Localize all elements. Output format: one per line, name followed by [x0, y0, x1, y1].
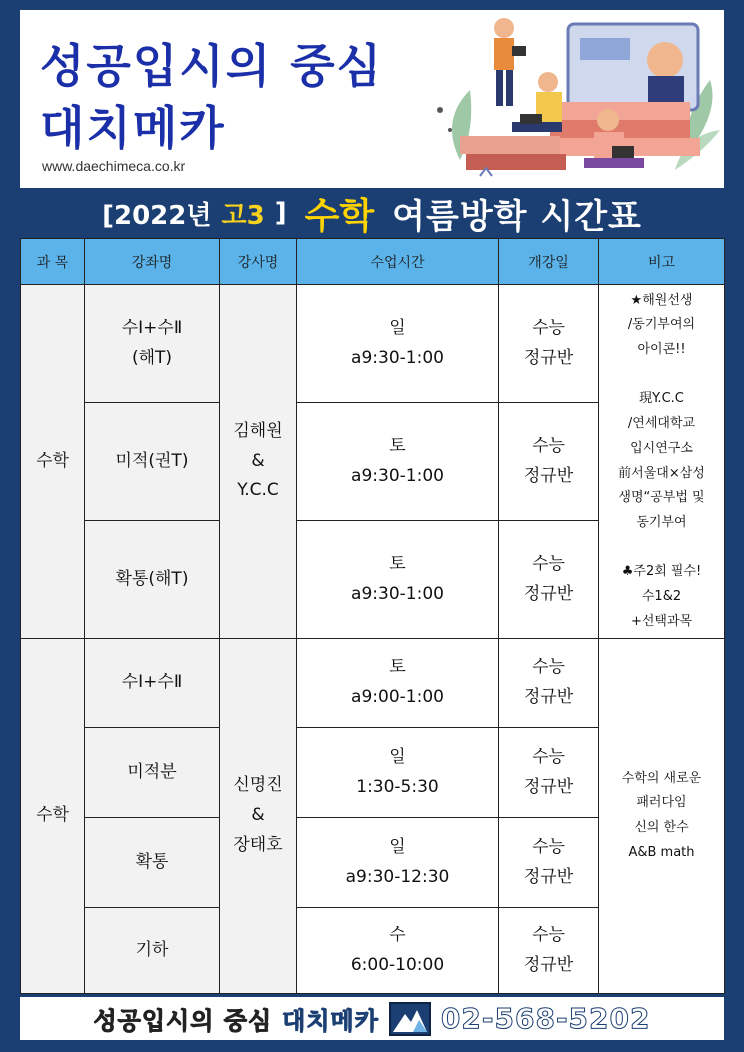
- course-name: 확통(해T): [115, 568, 189, 589]
- course-cell: [85, 728, 220, 818]
- course-cell: [85, 521, 220, 639]
- note-line: ★해원선생: [630, 292, 693, 308]
- mountain-logo-icon: [389, 1002, 431, 1036]
- course-name: 기하: [135, 939, 169, 960]
- note-line: A&B math: [628, 844, 695, 860]
- slogan-line2: 대치메카: [40, 101, 226, 155]
- class-hours: a9:30-1:00: [351, 583, 444, 604]
- title-year: [2022년: [102, 200, 212, 231]
- time-cell: [297, 639, 499, 728]
- title-bracket: ]: [274, 198, 287, 228]
- start-cell: [499, 908, 599, 994]
- students-study-illustration: [420, 10, 724, 188]
- note-line: /동기부여의: [627, 317, 696, 333]
- start-type: 수능: [532, 553, 565, 574]
- footer-slogan: 성공입시의 중심: [93, 1007, 273, 1035]
- class-day: 토: [389, 435, 406, 456]
- start-cell: [499, 285, 599, 403]
- header-notes: 비고: [599, 239, 725, 285]
- start-type: 수능: [532, 746, 565, 767]
- note-line: 동기부여: [636, 514, 687, 530]
- header-class-time: 수업시간: [297, 239, 499, 285]
- start-type: 수능: [532, 435, 565, 456]
- note-spacer: [599, 536, 724, 561]
- header-course: 강좌명: [85, 239, 220, 285]
- website-url[interactable]: www.daechimeca.co.kr: [42, 158, 186, 174]
- footer-banner: [20, 997, 724, 1040]
- course-teacher-tag: (해T): [131, 347, 173, 368]
- time-cell: [297, 285, 499, 403]
- class-hours: 1:30-5:30: [356, 776, 439, 797]
- course-cell: [85, 403, 220, 521]
- footer-brand: 대치메카: [282, 1007, 379, 1035]
- time-cell: [297, 728, 499, 818]
- class-day: 일: [389, 746, 406, 767]
- start-cell: [499, 818, 599, 908]
- start-class: 정규반: [523, 866, 574, 887]
- start-type: 수능: [532, 317, 565, 338]
- start-type: 수능: [532, 924, 565, 945]
- note-line: 패러다임: [636, 795, 687, 811]
- teacher-name: 장태호: [233, 834, 283, 855]
- start-type: 수능: [532, 657, 565, 678]
- time-cell: [297, 908, 499, 994]
- start-cell: [499, 403, 599, 521]
- class-day: 수: [389, 924, 406, 945]
- note-line: 입시연구소: [630, 440, 693, 456]
- teacher-name: Y.C.C: [237, 480, 279, 501]
- start-cell: [499, 728, 599, 818]
- class-day: 토: [389, 657, 406, 678]
- title-subject: 수학: [304, 195, 375, 237]
- course-cell: [85, 639, 220, 728]
- course-cell: [85, 818, 220, 908]
- class-hours: a9:30-1:00: [351, 465, 444, 486]
- page-title: [20, 188, 724, 238]
- slogan-line1: 성공입시의 중심: [40, 39, 384, 93]
- class-hours: a9:30-12:30: [345, 866, 450, 887]
- note-spacer: [599, 363, 724, 388]
- subject-cell: 수학: [21, 285, 85, 639]
- start-class: 정규반: [523, 776, 574, 797]
- time-cell: [297, 521, 499, 639]
- course-name: 미적분: [127, 761, 177, 782]
- course-cell: [85, 908, 220, 994]
- class-day: 일: [389, 836, 406, 857]
- note-line: 아이콘!!: [637, 342, 686, 358]
- notes-cell: [599, 639, 725, 994]
- title-rest: 여름방학 시간표: [392, 196, 642, 237]
- subject-cell: 수학: [21, 639, 85, 994]
- footer-phone[interactable]: 02-568-5202: [440, 1002, 651, 1035]
- header-banner: [20, 10, 724, 188]
- table-row: [21, 285, 725, 403]
- class-hours: a9:30-1:00: [351, 347, 444, 368]
- note-line: 前서울대×삼성: [618, 465, 705, 481]
- start-cell: [499, 639, 599, 728]
- teacher-cell: [220, 285, 297, 639]
- notes-cell: [599, 285, 725, 639]
- header-start-date: 개강일: [499, 239, 599, 285]
- start-class: 정규반: [523, 465, 574, 486]
- teacher-amp: &: [251, 450, 265, 471]
- start-class: 정규반: [523, 687, 574, 707]
- title-grade: 고3: [221, 200, 265, 231]
- class-day: 일: [389, 317, 406, 338]
- course-cell: [85, 285, 220, 403]
- start-class: 정규반: [523, 583, 574, 604]
- start-class: 정규반: [523, 347, 574, 368]
- note-line: +선택과목: [630, 613, 693, 629]
- header-subject: 과 목: [21, 239, 85, 285]
- course-name: 수Ⅰ+수Ⅱ: [121, 317, 183, 338]
- table-header-row: [21, 239, 725, 285]
- header-teacher: 강사명: [220, 239, 297, 285]
- teacher-name: 김해원: [233, 420, 283, 441]
- time-cell: [297, 403, 499, 521]
- note-line: 수학의 새로운: [621, 770, 702, 786]
- time-cell: [297, 818, 499, 908]
- class-hours: a9:00-1:00: [351, 687, 444, 707]
- start-type: 수능: [532, 836, 565, 857]
- start-cell: [499, 521, 599, 639]
- table-row: [21, 639, 725, 728]
- teacher-cell: [220, 639, 297, 994]
- class-day: 토: [389, 553, 406, 574]
- note-line: ♣주2회 필수!: [621, 564, 702, 580]
- teacher-name: 신명진: [233, 775, 283, 796]
- timetable: [20, 238, 724, 993]
- note-line: 現Y.C.C: [639, 391, 684, 407]
- note-line: /연세대학교: [627, 416, 696, 432]
- course-name: 수Ⅰ+수Ⅱ: [121, 672, 183, 693]
- course-name: 확통: [135, 851, 169, 872]
- start-class: 정규반: [523, 954, 574, 975]
- course-name: 미적(권T): [115, 450, 189, 471]
- class-hours: 6:00-10:00: [350, 954, 445, 975]
- note-line: 생명“공부법 및: [618, 490, 705, 506]
- note-line: 신의 한수: [634, 820, 689, 835]
- schedule-table: [20, 238, 725, 994]
- teacher-amp: &: [251, 805, 265, 826]
- note-line: 수1&2: [641, 588, 682, 604]
